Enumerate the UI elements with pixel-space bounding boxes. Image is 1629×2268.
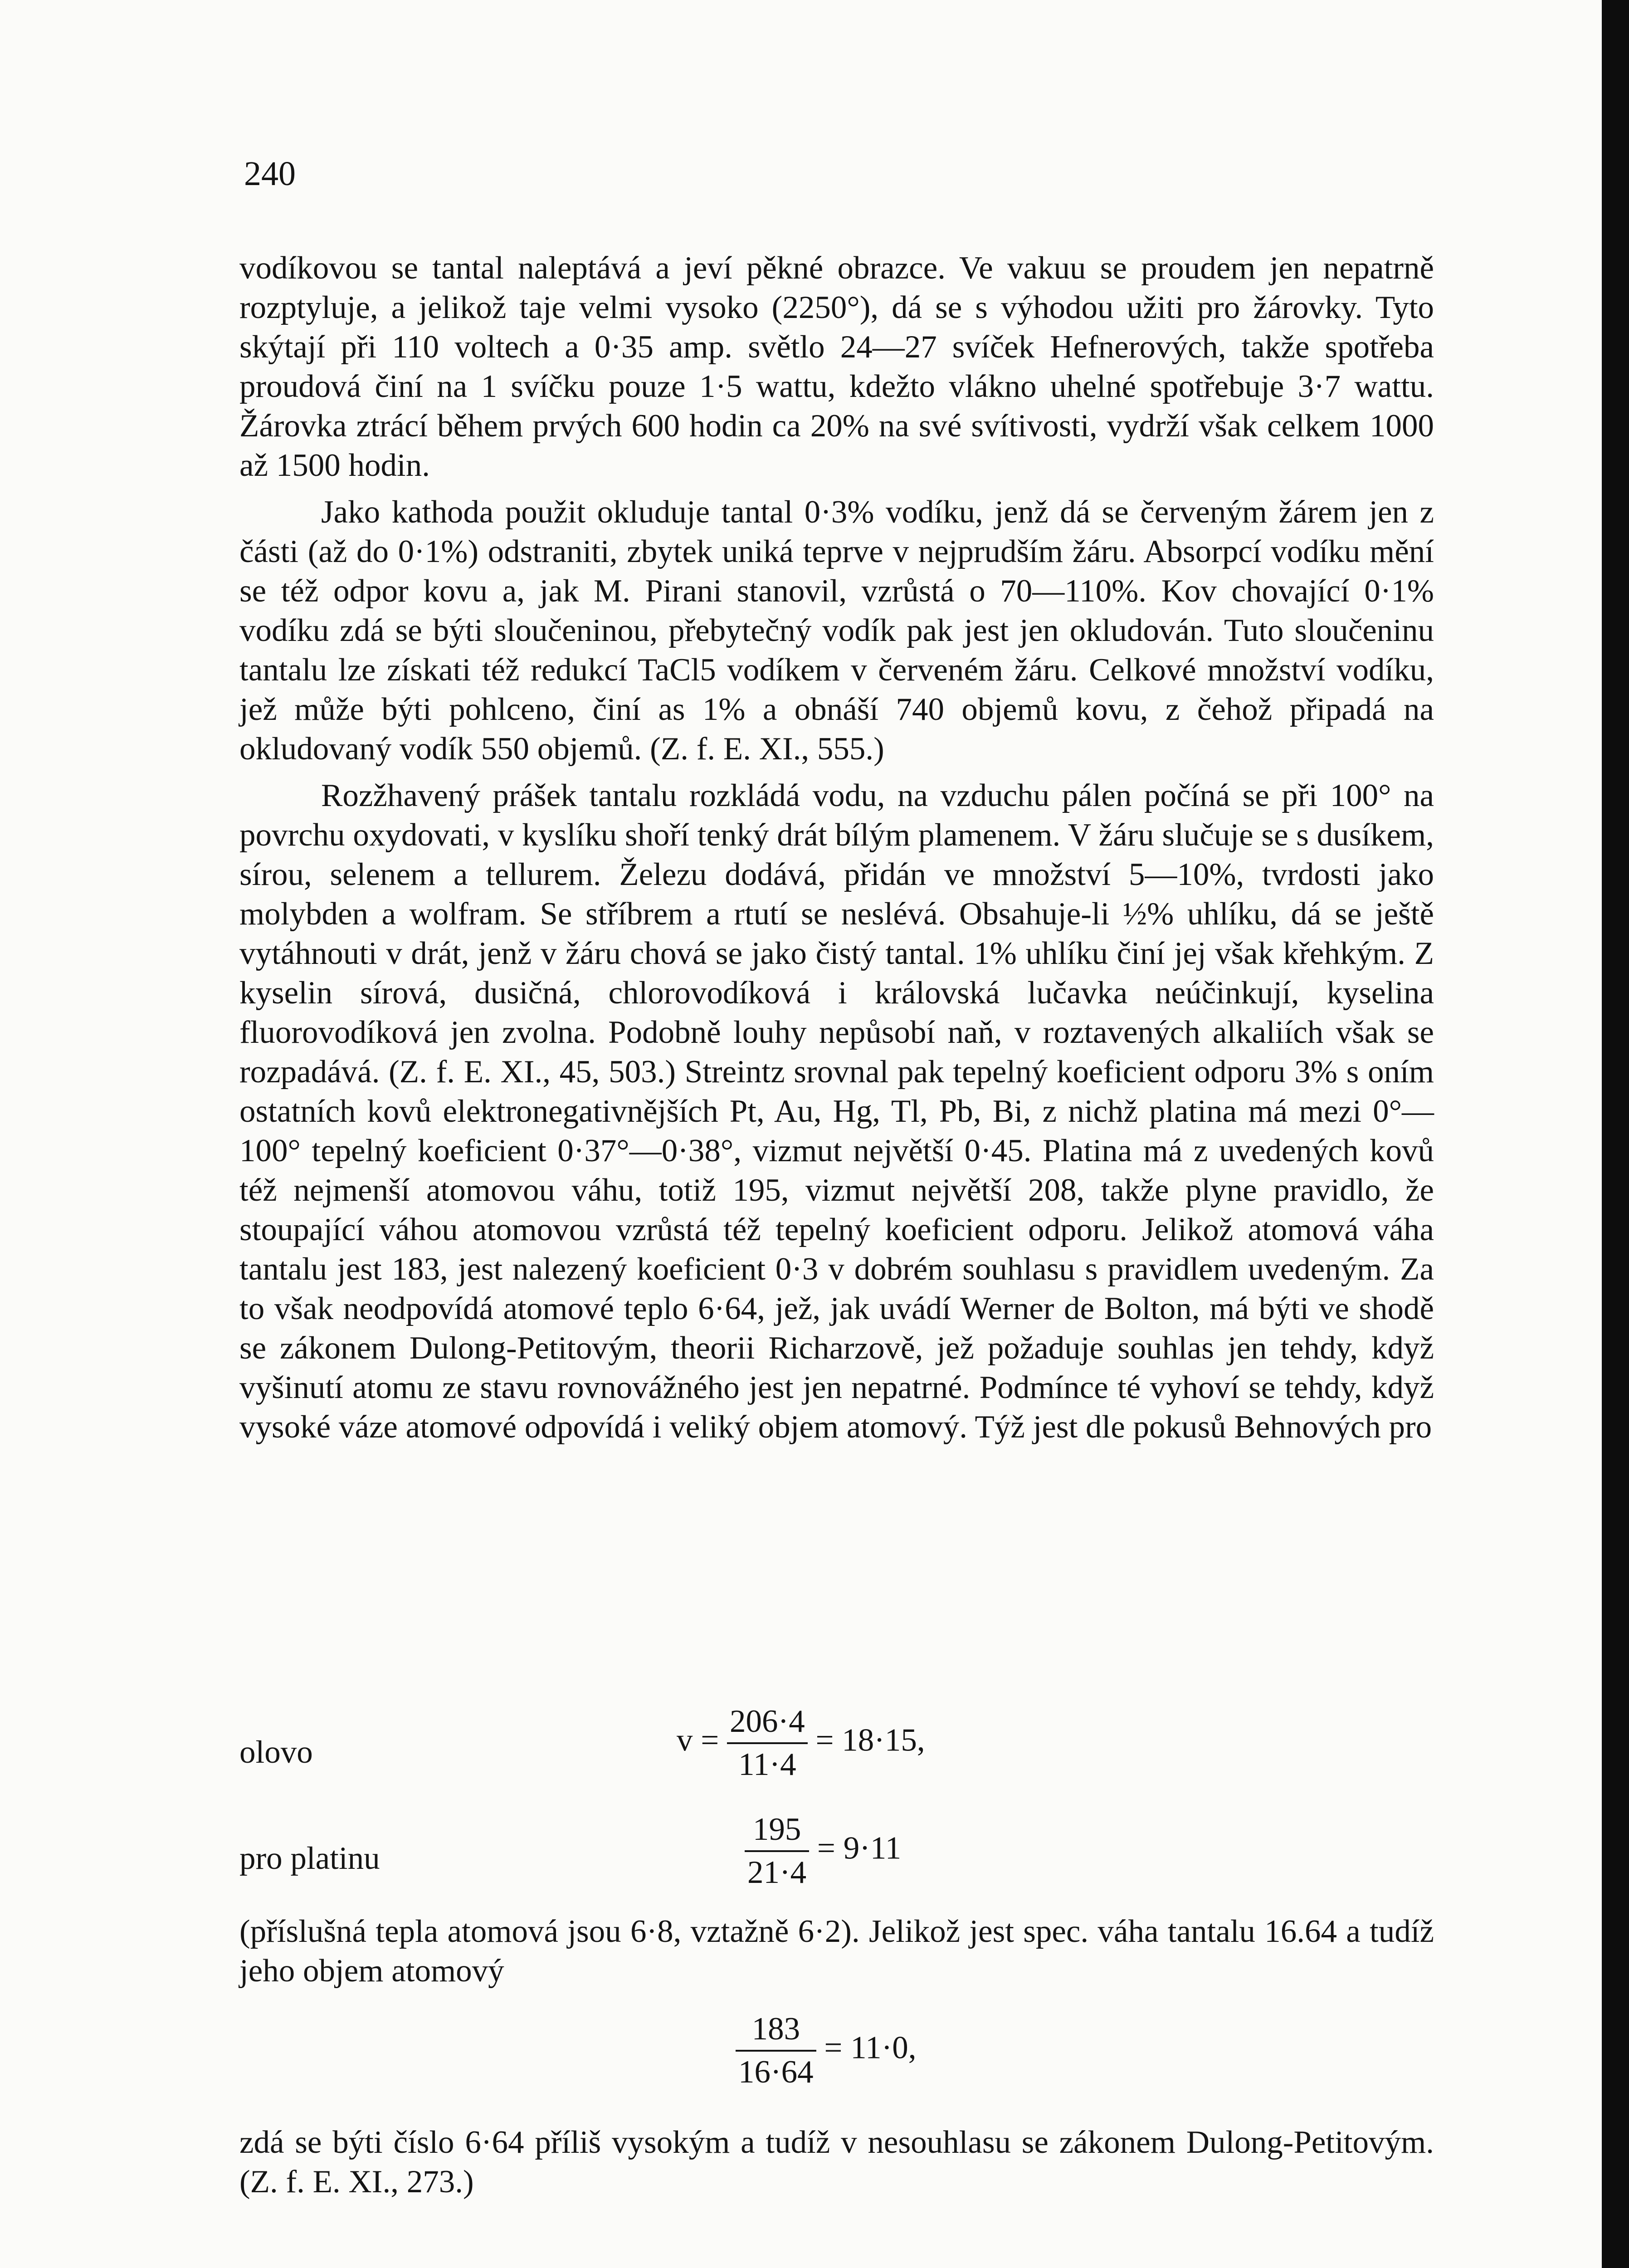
mid-text-block xyxy=(239,1912,1434,1991)
equation-1 xyxy=(677,1706,925,1781)
scan-edge xyxy=(1602,0,1629,2268)
equation-2-fraction xyxy=(745,1813,809,1889)
equation-3-denominator: 16·64 xyxy=(738,2054,814,2090)
equation-1-denominator: 11·4 xyxy=(738,1747,796,1782)
equation-1-numerator: 206·4 xyxy=(727,1706,808,1744)
paragraph-1: vodíkovou se tantal naleptává a jeví pěkné obrazce. Ve vakuu se proudem jen nepatrně rozptyluje, a jelikož taje velmi vysoko (2250°), dá se s výhodou užiti pro žárovky. Tyto skýtají při 110 voltech a 0·35 amp. světlo 24—27 svíček Hefnerových, takže spotřeba proudová činí na 1 svíčku pouze 1·5 wattu, kdežto vlákno uhelné spotřebuje 3·7 wattu. Žárovka ztrácí během prvých 600 hodin ca 20% na své svítivosti, vydrží však celkem 1000 až 1500 hodin. xyxy=(239,250,1434,483)
paragraph-3: Rozžhavený prášek tantalu rozkládá vodu, na vzduchu pálen počíná se při 100° na povrchu oxydovati, v kyslíku shoří tenký drát bílým plamenem. V žáru slučuje se s dusíkem, sírou, selenem a tellurem. Železu dodává, přidán ve množství 5—10%, tvrdosti jako molybden a wolfram. Se stříbrem a rtutí se neslévá. Obsahuje-li ½% uhlíku, dá se ještě vytáhnouti v drát, jenž v žáru chová se jako čistý tantal. 1% uhlíku činí jej však křehkým. Z kyselin sírová, dusičná, chlorovodíková i královská lučavka neúčinkují, kyselina fluorovodíková jen zvolna. Podobně louhy nepůsobí naň, v roztavených alkaliích však se rozpadává. (Z. f. E. XI., 45, 503.) Streintz srovnal pak tepelný koeficient odporu 3% s oním ostatních kovů elektronegativnějších Pt, Au, Hg, Tl, Pb, Bi, z nichž platina má mezi 0°—100° tepelný koeficient 0·37°—0·38°, vizmut největší 0·45. Platina má z uvedených kovů též nejmenší atomovou váhu, totiž 195, vizmut největší 208, takže plyne pravidlo, že stoupající váhou atomovou vzrůstá též tepelný koeficient odporu. Jelikož atomová váha tantalu jest 183, jest nalezený koeficient 0·3 v dobrém souhlasu s pravidlem uvedeným. Za to však neodpovídá atomové teplo 6·64, jež, jak uvádí Werner de Bolton, má býti ve shodě se zákonem Dulong-Petitovým, theorii Richarzově, jež požaduje souhlas jen tehdy, když vyšinutí atomu ze stavu rovnovážného jest jen nepatrné. Podmínce té vyhoví se tehdy, když vysoké váze atomové odpovídá i veliký objem atomový. Týž jest dle pokusů Behnových pro xyxy=(239,778,1434,1445)
equation-2-numerator: 195 xyxy=(745,1813,809,1852)
paragraph-2: Jako kathoda použit okluduje tantal 0·3% vodíku, jenž dá se červeným žárem jen z části (až do 0·1%) odstraniti, zbytek uniká teprve v nejprudším žáru. Absorpcí vodíku mění se též odpor kovu a, jak M. Pirani stanovil, vzrůstá o 70—110%. Kov chovající 0·1% vodíku zdá se býti sloučeninou, přebytečný vodík pak jest jen okludován. Tuto sloučeninu tantalu lze získati též redukcí TaCl5 vodíkem v červeném žáru. Celkové množství vodíku, jež může býti pohlceno, činí as 1% a obnáší 740 objemů kovu, z čehož připadá na okludovaný vodík 550 objemů. (Z. f. E. XI., 555.) xyxy=(239,494,1434,767)
body-text xyxy=(239,249,1434,1447)
equation-2 xyxy=(745,1813,901,1889)
equation-1-label: olovo xyxy=(239,1735,313,1770)
equation-2-denominator: 21·4 xyxy=(747,1855,807,1890)
equation-1-result: = 18·15, xyxy=(815,1722,925,1758)
equation-3-result: = 11·0, xyxy=(824,2030,917,2066)
equation-3-numerator: 183 xyxy=(736,2013,816,2052)
mid-text: (příslušná tepla atomová jsou 6·8, vztažně 6·2). Jelikož jest spec. váha tantalu 16.64 a tudíž jeho objem atomový xyxy=(239,1914,1434,1989)
equation-3-fraction xyxy=(736,2013,816,2088)
equation-1-prefix: v = xyxy=(677,1722,719,1758)
final-text-block xyxy=(239,2123,1434,2202)
equation-2-result: = 9·11 xyxy=(817,1830,902,1866)
page-number: 240 xyxy=(244,155,296,193)
equation-2-label: pro platinu xyxy=(239,1841,380,1876)
equation-1-fraction xyxy=(727,1706,808,1781)
final-text: zdá se býti číslo 6·64 příliš vysokým a tudíž v nesouhlasu se zákonem Dulong-Petitovým. (Z. f. E. XI., 273.) xyxy=(239,2125,1434,2200)
equation-3 xyxy=(736,2013,916,2088)
